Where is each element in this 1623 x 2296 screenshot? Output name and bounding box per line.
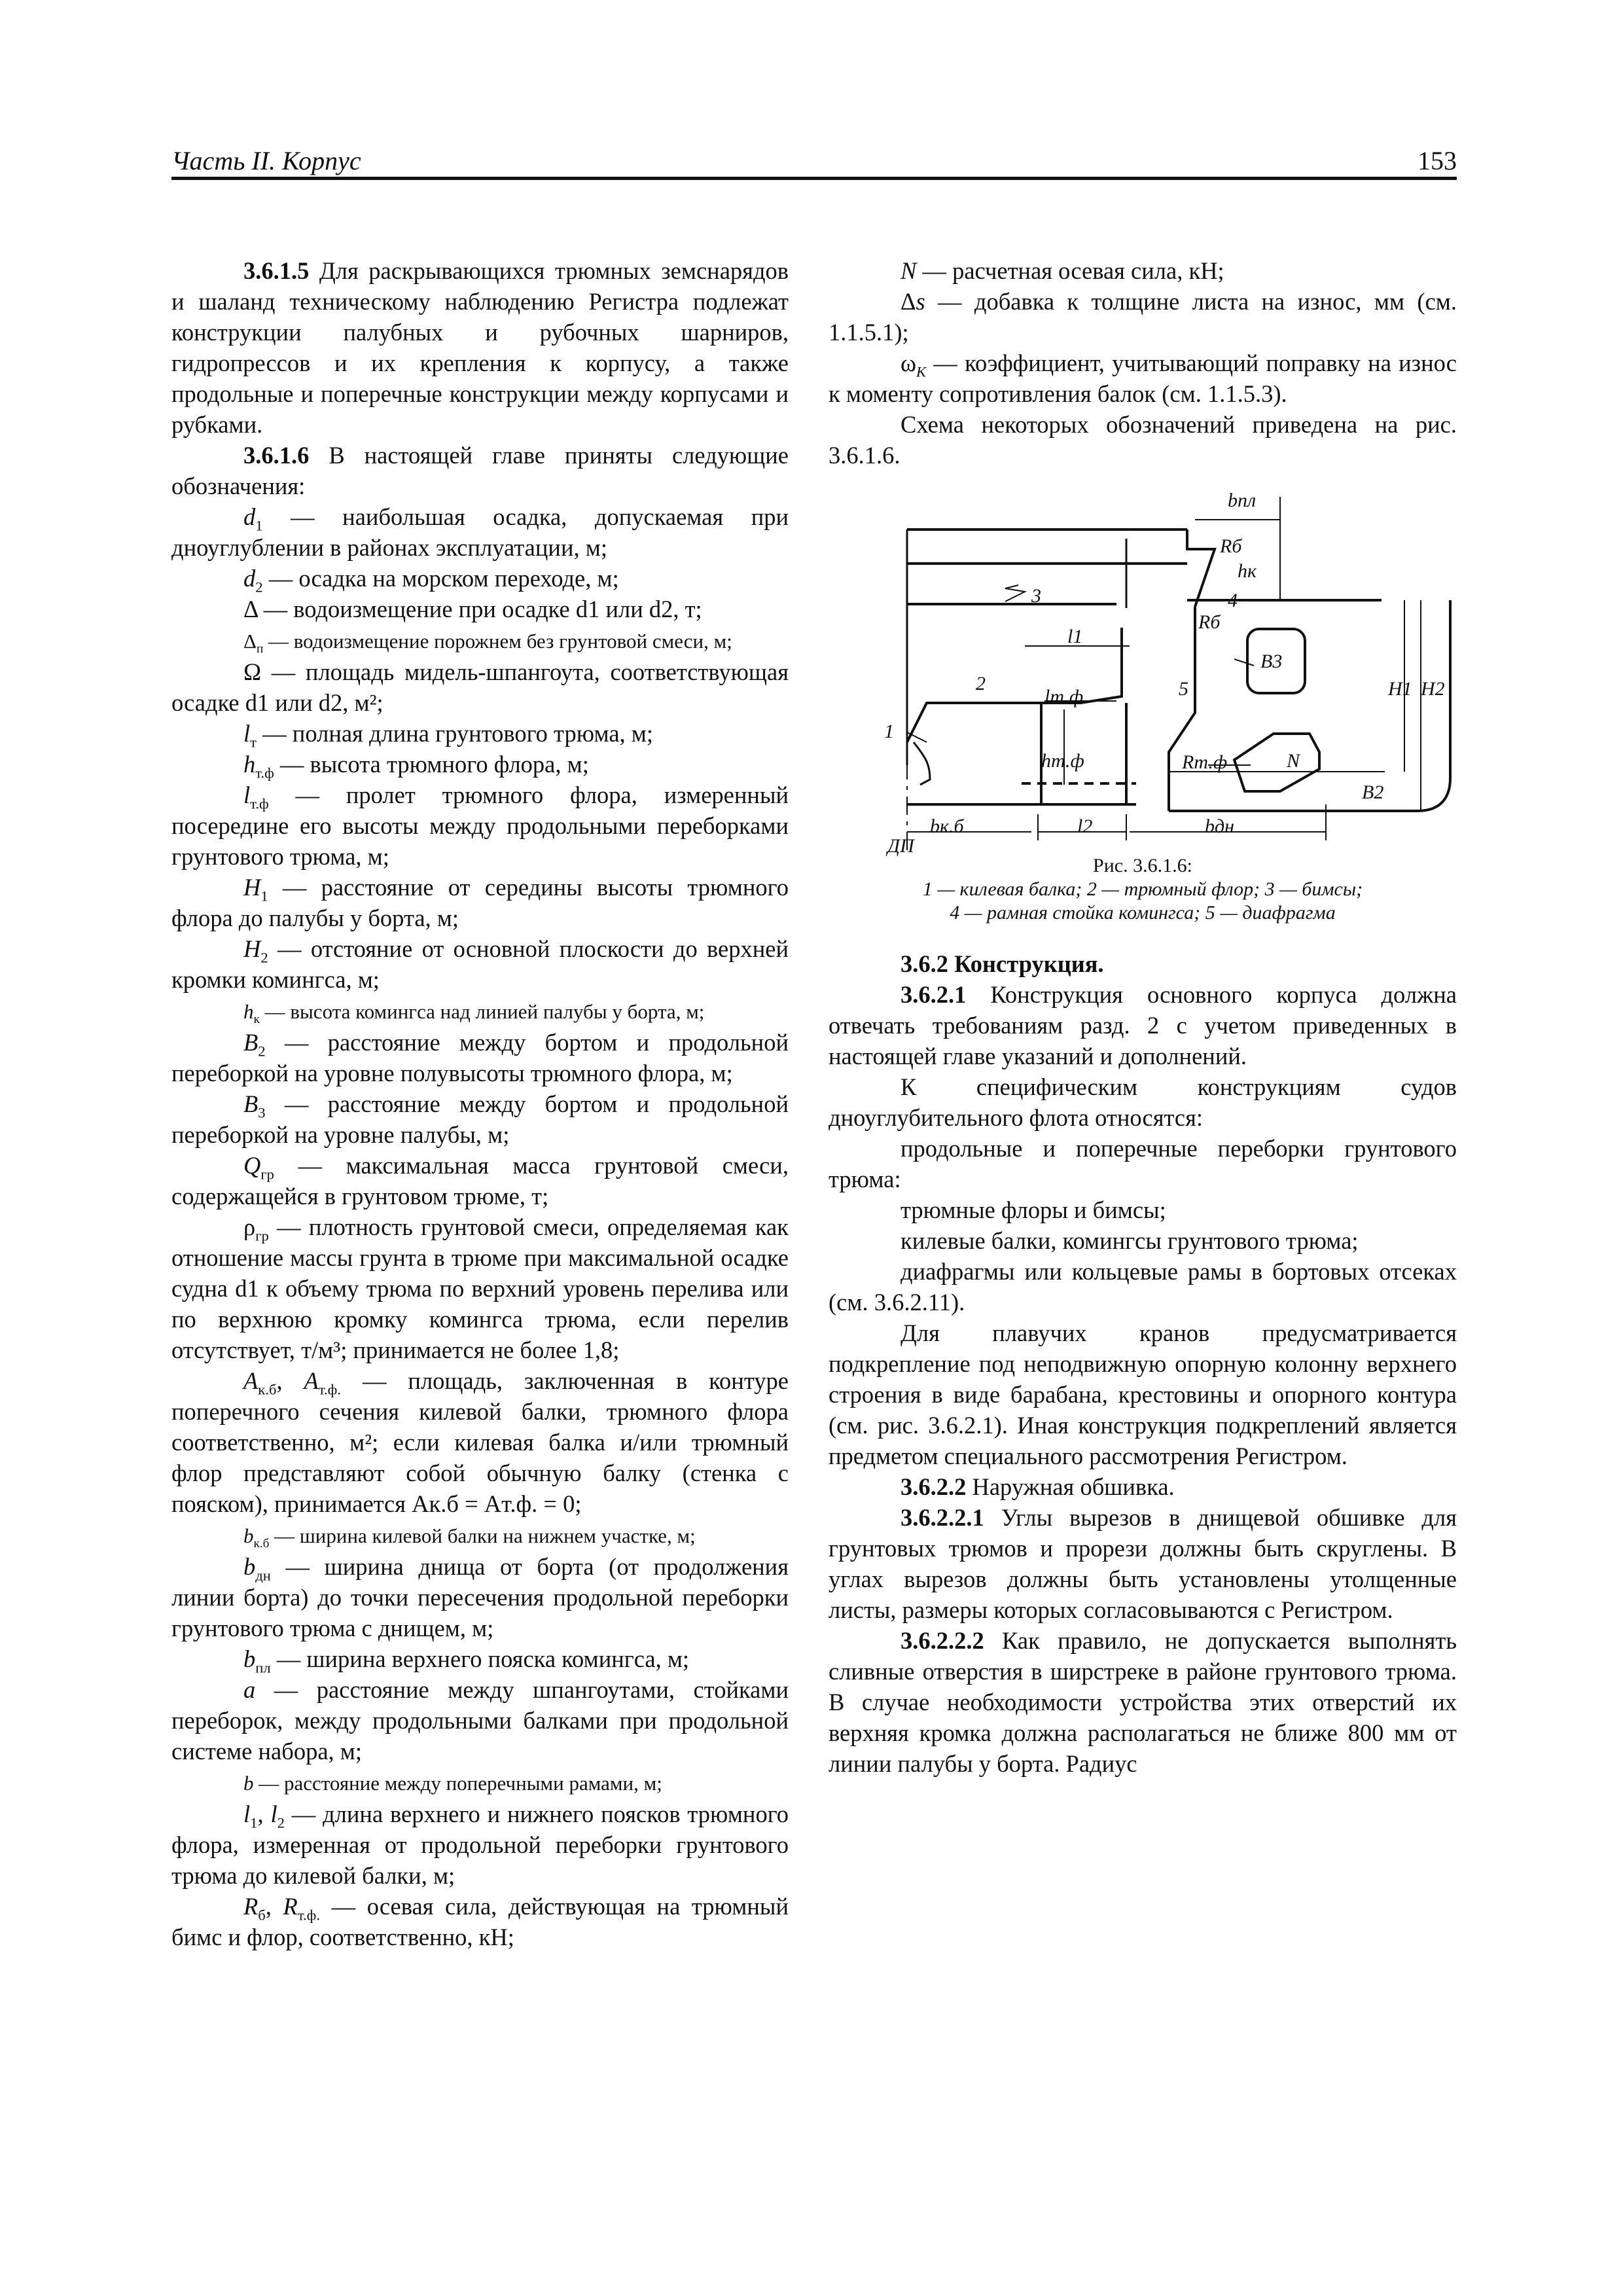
list-item-4: диафрагмы или кольцевые рамы в бортовых отсеках (см. 3.6.2.11). [829,1258,1457,1316]
paragraph-3-6-1-6: 3.6.1.6 В настоящей главе приняты следующие обозначения: [171,442,789,499]
label-dp: ДП [887,835,914,857]
label-n: N [1287,750,1300,772]
running-title: Часть II. Корпус [171,146,361,175]
label-rtf: Rт.ф [1182,751,1228,773]
def-N: N — расчетная осевая сила, кН; [901,257,1224,284]
list-item-3: килевые балки, комингсы грунтового трюма; [901,1227,1359,1254]
page-header [171,143,1457,182]
def-b: b — расстояние между поперечными рамами, м; [243,1772,662,1795]
label-1: 1 [884,721,894,742]
header-rule [171,177,1457,180]
def-bpl: $b_{пл}$ — ширина верхнего пояска комингса, м; [243,1645,690,1676]
paragraph-specific: К специфическим конструкциям судов дноуглубительного флота относятся: [829,1073,1457,1131]
label-rb-lower: Rб [1198,611,1221,633]
label-htf: hт.ф [1041,750,1084,772]
label-rb-top: Rб [1220,535,1242,557]
scheme-ref: Схема некоторых обозначений приведена на рис. 3.6.1.6. [829,411,1457,469]
def-bdn: $b_{дн}$ — ширина днища от борта (от продолжения линии борта) до точки пересечения продольной переборки грунтового трюма с днищем, м; [171,1553,789,1641]
def-R: $R_б$, $R_{т.ф.}$ — осевая сила, действующая на трюмный бимс и флор, соответственно, кН; [171,1893,789,1950]
def-delta-n: $\Delta_п$ — водоизмещение порожнем без грунтовой смеси, м; [243,630,732,656]
def-H1: $H_1$ — расстояние от середины высоты трюмного флора до палубы у борта, м; [171,874,789,931]
right-column [829,255,1457,1779]
def-H2: $H_2$ — отстояние от основной плоскости до верхней кромки комингса, м; [171,935,789,993]
label-2: 2 [976,673,986,694]
left-column [171,255,789,1952]
label-l1: l1 [1067,626,1083,647]
def-Qgr: $Q_{гр}$ — максимальная масса грунтовой смеси, содержащейся в грунтовом трюме, т; [171,1152,789,1210]
label-4: 4 [1228,590,1238,611]
def-lt: $l_т$ — полная длина грунтового трюма, м; [243,720,654,751]
def-d2: $d_2$ — осадка на морском переходе, м; [243,565,619,596]
label-3: 3 [1031,585,1041,607]
def-rho: $\rho_{гр}$ — плотность грунтовой смеси, определяемая как отношение массы грунта в трюме при максимальной осадке судна d1 к объему трюма по верхний уровень перелива или по верхнюю кромку комингса трюма, если перелив отсутствует, т/м³; принимается не более 1,8; [171,1213,789,1363]
def-B3: $B_3$ — расстояние между бортом и продольной переборкой на уровне палубы, м; [171,1090,789,1148]
figure-3-6-1-6 [829,484,1457,857]
def-l12: $l_1$, $l_2$ — длина верхнего и нижнего поясков трюмного флора, измеренная от продольной переборки грунтового трюма до килевой балки, м; [171,1801,789,1889]
def-ds: Δs — добавка к толщине листа на износ, мм (см. 1.1.5.1); [829,288,1457,346]
def-a: a — расстояние между шпангоутами, стойками переборок, между продольными балками при продольной системе набора, м; [171,1676,789,1765]
label-h2: H2 [1421,678,1445,700]
def-ltf: $l_{т.ф}$ — пролет трюмного флора, измеренный посередине его высоты между продольными переборками грунтового трюма, м; [171,781,789,870]
def-A: $A_{к.б}$, $A_{т.ф.}$ — площадь, заключенная в контуре поперечного сечения килевой балки, трюмного флора соответственно, м²; если килевая балка и/или трюмный флор представляют собой обычную балку (стенка с пояском), принимается Aк.б = Aт.ф. = 0; [171,1367,789,1517]
def-B2: $B_2$ — расстояние между бортом и продольной переборкой на уровне полувысоты трюмного флора, м; [171,1029,789,1086]
page-number: 153 [1418,146,1457,175]
paragraph-cranes: Для плавучих кранов предусматривается подкрепление под неподвижную опорную колонну верхнего строения в виде барабана, крестовины и опорного контура (см. рис. 3.6.2.1). Иная конструкция подкреплений является предметом специального рассмотрения Регистром. [829,1319,1457,1469]
label-bdn: bдн [1205,816,1235,837]
def-hk: $h_к$ — высота комингса над линией палубы у борта, м; [243,1000,705,1027]
label-5: 5 [1179,678,1188,700]
label-b3: B3 [1260,651,1283,672]
paragraph-3-6-2-2-2: 3.6.2.2.2 Как правило, не допускается выполнять сливные отверстия в ширстреке в районе грунтового трюма. В случае необходимости устройства этих отверстий их верхняя кромка должна располагаться не ближе 800 мм от линии палубы у борта. Радиус [829,1627,1457,1777]
paragraph-3-6-2-2-1: 3.6.2.2.1 Углы вырезов в днищевой обшивке для грунтовых трюмов и прорези должны быть скруглены. В углах вырезов должны быть установлены утолщенные листы, размеры которых согласовываются с Регистром. [829,1504,1457,1623]
label-hk: hк [1238,560,1257,582]
label-b2: B2 [1362,781,1384,803]
def-delta: Δ — водоизмещение при осадке d1 или d2, т; [243,596,702,622]
def-htf: $h_{т.ф}$ — высота трюмного флора, м; [243,751,589,781]
label-bkb: bк.б [930,816,964,837]
label-ltf: lт.ф [1044,686,1084,708]
list-item-2: трюмные флоры и бимсы; [901,1196,1166,1223]
def-d1: $d_1$ — наибольшая осадка, допускаемая при дноуглублении в районах эксплуатации, м; [171,503,789,561]
figure-caption: Рис. 3.6.1.6: 1 — килевая балка; 2 — трюмный флор; 3 — бимсы; 4 — рамная стойка комингса; 5 — диафрагма [922,855,1363,924]
section-3-6-2-title: 3.6.2 Конструкция. [901,950,1104,977]
paragraph-3-6-2-1: 3.6.2.1 Конструкция основного корпуса должна отвечать требованиям разд. 2 с учетом приведенных в настоящей главе указаний и дополнений. [829,981,1457,1069]
def-bkb: $b_{к.б}$ — ширина килевой балки на нижнем участке, м; [243,1524,696,1551]
paragraph-3-6-2-2: 3.6.2.2 Наружная обшивка. [901,1473,1175,1500]
label-l2: l2 [1077,816,1093,837]
paragraph-3-6-1-5: 3.6.1.5 Для раскрывающихся трюмных земснарядов и шаланд техническому наблюдению Регистра подлежат конструкции палубных и рубочных шарниров, гидропрессов и их крепления к корпусу, а также продольные и поперечные конструкции между корпусами и рубками. [171,257,789,438]
def-wk: $\omega_K$ — коэффициент, учитывающий поправку на износ к моменту сопротивления балок (см. 1.1.5.3). [829,350,1457,407]
def-omega: Ω — площадь мидель-шпангоута, соответствующая осадке d1 или d2, м²; [171,658,789,716]
label-h1: H1 [1388,678,1412,700]
list-item-1: продольные и поперечные переборки грунтового трюма: [829,1135,1457,1193]
label-bpl: bпл [1228,490,1257,511]
